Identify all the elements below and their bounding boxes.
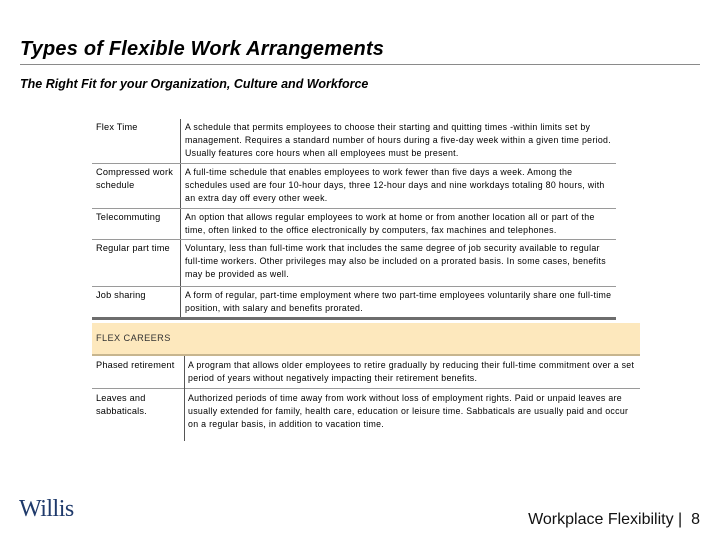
willis-logo: Willis (19, 496, 74, 522)
flex-careers-heading: FLEX CAREERS (92, 323, 640, 356)
table-row (92, 356, 640, 389)
arrangement-term: Compressed work schedule (96, 167, 174, 190)
arrangement-term: Job sharing (96, 290, 146, 300)
footer-page-label: Workplace Flexibility | 8 (528, 511, 700, 528)
arrangement-description: A full-time schedule that enables employees to work fewer than five days a week. Among the schedules used are four 10-hour days, three 12-hour days and nine workdays totaling 80 hours, with an extra day off every other week. (180, 164, 616, 208)
page-title: Types of Flexible Work Arrangements (20, 38, 385, 60)
table-row (92, 209, 616, 240)
arrangement-description: A form of regular, part-time employment where two part-time employees voluntarily share one full-time position, with salary and benefits prorated. (180, 287, 616, 317)
table-row (92, 240, 616, 287)
arrangement-term: Telecommuting (96, 212, 161, 222)
page-subtitle: The Right Fit for your Organization, Culture and Workforce (20, 77, 369, 91)
arrangement-term: Regular part time (96, 243, 170, 253)
table-row (92, 119, 616, 164)
title-divider (20, 64, 700, 65)
arrangement-description: An option that allows regular employees to work at home or from another location all or part of the time, often linked to the office electronically by computers, fax machines and telephones. (180, 209, 616, 239)
flex-careers-table (92, 356, 640, 435)
arrangements-table (92, 119, 616, 320)
table-row (92, 287, 616, 320)
career-description: A program that allows older employees to retire gradually by reducing their full-time commitment over a set period of years without negatively impacting their retirement benefits. (188, 360, 635, 383)
career-term: Phased retirement (96, 360, 175, 370)
table-row (92, 389, 640, 435)
arrangement-term: Flex Time (96, 122, 138, 132)
arrangement-description: Voluntary, less than full-time work that includes the same degree of job security available to regular full-time workers. Other privileges may also be included on a prorated basis. In some cases, benefits may be provided as well. (180, 240, 616, 286)
arrangement-description: A schedule that permits employees to choose their starting and quitting times -within limits set by management. Requires a standard number of hours during a five-day week within a given time period. Usually features core hours when all employees must be present. (180, 119, 616, 163)
career-term: Leaves and sabbaticals. (96, 393, 147, 416)
career-description: Authorized periods of time away from work without loss of employment rights. Paid or unpaid leaves are usually extended for family, health care, education or leisure time. Sabbaticals are usually paid and occur on a regular basis, in addition to vacation time. (188, 393, 629, 429)
table-row (92, 164, 616, 209)
